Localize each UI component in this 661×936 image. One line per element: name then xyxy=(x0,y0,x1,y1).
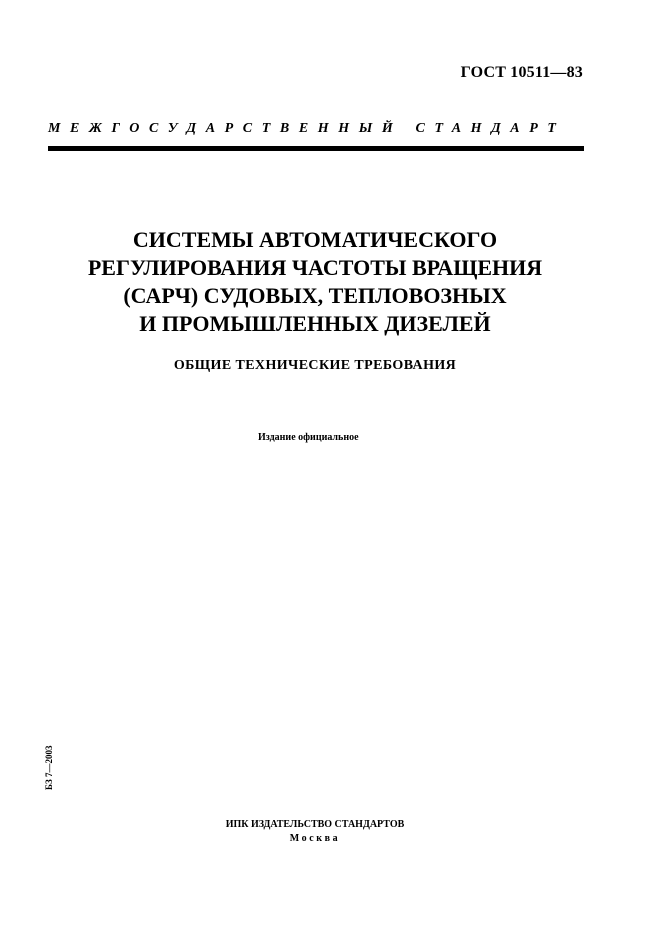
title-line-4: И ПРОМЫШЛЕННЫХ ДИЗЕЛЕЙ xyxy=(139,311,491,336)
title-line-3: (САРЧ) СУДОВЫХ, ТЕПЛОВОЗНЫХ xyxy=(123,283,507,308)
heading-rule xyxy=(48,146,584,151)
title-line-1: СИСТЕМЫ АВТОМАТИЧЕСКОГО xyxy=(132,227,498,252)
edition-note: Издание официальное xyxy=(258,432,359,443)
side-code: БЗ 7—2003 xyxy=(44,745,54,790)
standard-type-heading: МЕЖГОСУДАРСТВЕННЫЙ СТАНДАРТ xyxy=(48,121,566,136)
publisher-city: Москва xyxy=(289,833,341,844)
document-title xyxy=(40,226,590,338)
document-subtitle: ОБЩИЕ ТЕХНИЧЕСКИЕ ТРЕБОВАНИЯ xyxy=(173,358,457,373)
publisher-name: ИПК ИЗДАТЕЛЬСТВО СТАНДАРТОВ xyxy=(225,819,405,830)
publisher-block xyxy=(200,818,430,846)
title-line-2: РЕГУЛИРОВАНИЯ ЧАСТОТЫ ВРАЩЕНИЯ xyxy=(87,255,543,280)
gost-code: ГОСТ 10511—83 xyxy=(460,64,583,81)
